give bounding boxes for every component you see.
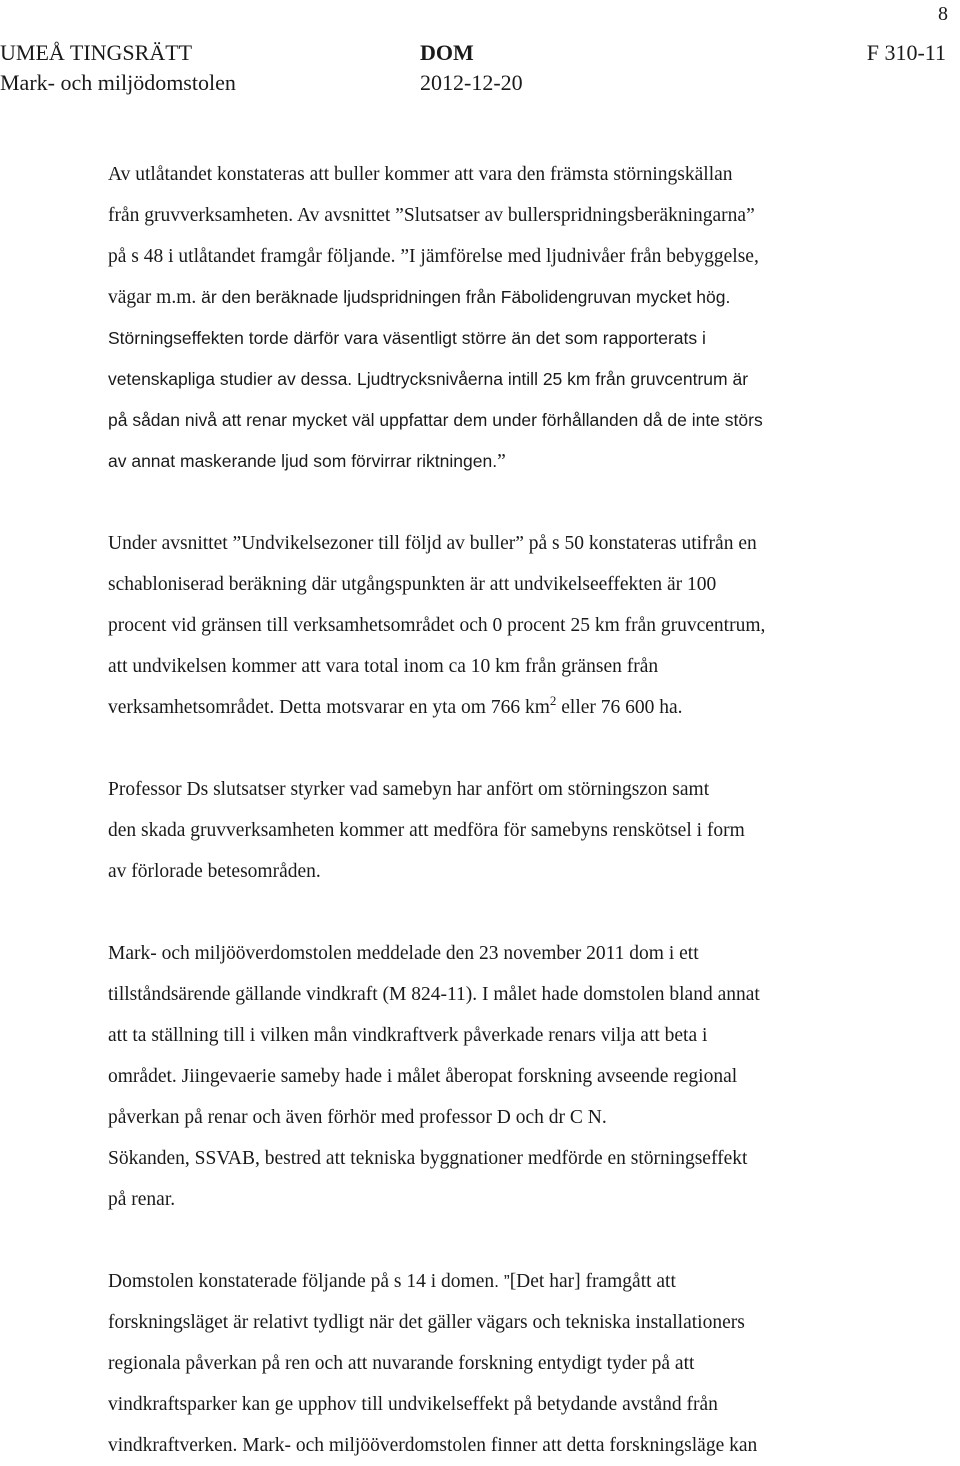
quoted-text: vetenskapliga studier av dessa. [108,369,358,389]
department-name: Mark- och miljödomstolen [0,70,236,95]
text-line: påverkan på renar och även förhör med professor D och dr C N. [108,1107,607,1128]
text-line [108,277,948,318]
quoted-text: av annat maskerande ljud som förvirrar riktningen. [108,451,498,471]
text-line: Under avsnittet ”Undvikelsezoner till följd av buller” på s 50 konstateras utifrån en [108,533,757,554]
text-line: vindkraftverken. Mark- och miljööverdomstolen finner att detta forskningsläge kan [108,1435,758,1456]
text-line [108,1261,948,1302]
opening-quote: . ” [494,1271,510,1291]
text-line: Mark- och miljööverdomstolen meddelade den 23 november 2011 dom i ett [108,943,699,964]
text-line: att ta ställning till i vilken mån vindkraftverk påverkade renars vilja att beta i [108,1025,708,1046]
paragraph-2 [108,523,948,728]
text-line: forskningsläget är relativt tydligt när det gäller vägars och tekniska installationers [108,1312,745,1333]
paragraph-3 [108,769,948,892]
paragraph-4 [108,933,948,1138]
page-number: 8 [938,3,948,25]
text-line: den skada gruvverksamheten kommer att medföra för samebyns renskötsel i form [108,820,745,841]
text-line: på s 48 i utlåtandet framgår följande. ”I jämförelse med ljudnivåer från bebyggelse, [108,246,759,267]
text-line: regionala påverkan på ren och att nuvarande forskning entydigt tyder på att [108,1353,695,1374]
quoted-text: är den beräknade ljudspridningen från Fäbolidengruvan mycket hög. [201,287,731,307]
document-date: 2012-12-20 [420,70,523,95]
closing-quote: ” [497,451,506,472]
court-name: UMEÅ TINGSRÄTT [0,40,193,65]
text-line: Av utlåtandet konstateras att buller kommer att vara den främsta störningskällan [108,164,733,185]
paragraph-1 [108,154,948,482]
text-run: eller 76 600 ha. [556,697,683,718]
text-line [108,359,948,400]
text-line: procent vid gränsen till verksamhetsområdet och 0 procent 25 km från gruvcentrum, [108,615,766,636]
text-line: området. Jiingevaerie sameby hade i målet åberopat forskning avseende regional [108,1066,738,1087]
text-line: vindkraftsparker kan ge upphov till undvikelseffekt på betydande avstånd från [108,1394,718,1415]
quoted-line: Störningseffekten torde därför vara väsentligt större än det som rapporterats i [108,328,706,348]
document-type: DOM [420,40,474,65]
paragraph-5 [108,1138,948,1220]
text-run: vägar m.m. [108,287,202,308]
quoted-line: på sådan nivå att renar mycket väl uppfattar dem under förhållanden då de inte störs [108,410,763,430]
text-run: verksamhetsområdet. Detta motsvarar en yta om 766 km [108,697,550,718]
text-line: schabloniserad beräkning där utgångspunkten är att undvikelseeffekten är 100 [108,574,717,595]
text-line: Professor Ds slutsatser styrker vad samebyn har anfört om störningszon samt [108,779,710,800]
document-body [108,154,948,1466]
text-line: på renar. [108,1189,176,1210]
quoted-text: Ljudtrycksnivåerna intill 25 km från gruvcentrum är [357,369,749,389]
text-run: Domstolen konstaterade följande på s 14 i domen [108,1271,495,1292]
text-line: av förlorade betesområden. [108,861,321,882]
text-line: att undvikelsen kommer att vara total inom ca 10 km från gränsen från [108,656,659,677]
case-number: F 310-11 [866,40,946,65]
text-line: Sökanden, SSVAB, bestred att tekniska byggnationer medförde en störningseffekt [108,1148,748,1169]
text-run: [Det har] framgått att [509,1271,676,1292]
text-line [108,687,948,728]
superscript: 2 [549,693,557,708]
text-line: från gruvverksamheten. Av avsnittet ”Slutsatser av bullerspridningsberäkningarna” [108,205,755,226]
paragraph-6 [108,1261,948,1466]
text-line [108,441,948,482]
text-line: tillståndsärende gällande vindkraft (M 824-11). I målet hade domstolen bland annat [108,984,760,1005]
document-header [0,38,960,102]
